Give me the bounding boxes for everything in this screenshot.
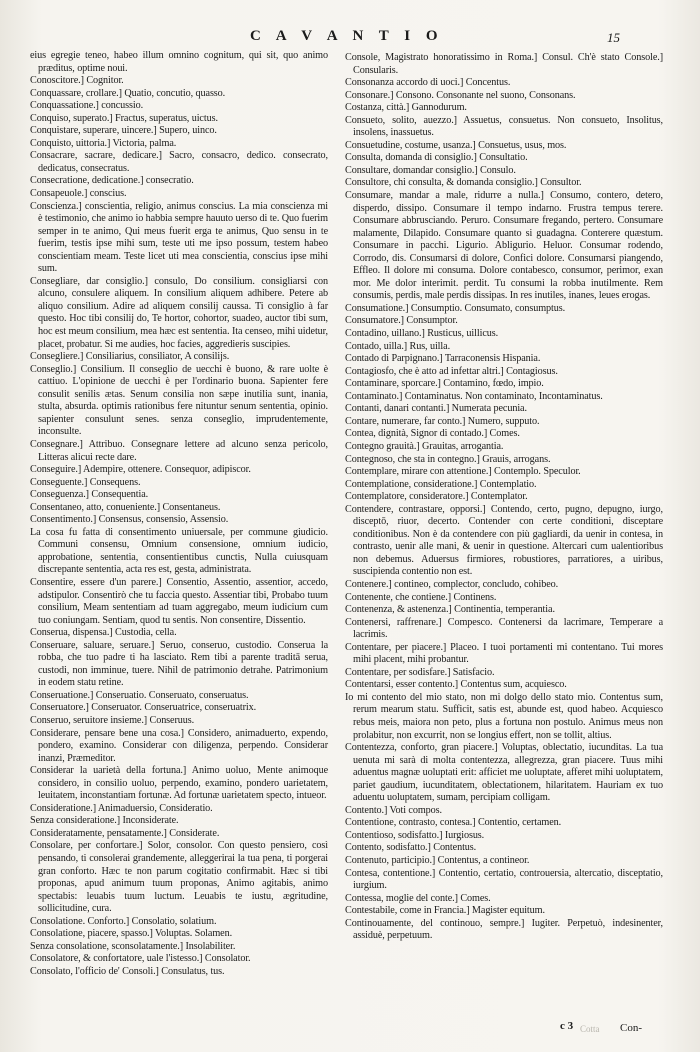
dictionary-entry: Contestabile, come in Francia.] Magister equitum. — [345, 905, 545, 917]
dictionary-entry: Consolato, l'officio de' Consoli.] Consulatus, tus. — [30, 965, 225, 977]
dictionary-entry: Conseguenza.] Consequentia. — [30, 489, 149, 501]
dictionary-entry: Conoscitore.] Cognitor. — [30, 75, 124, 87]
dictionary-entry: Contado di Parpignano.] Tarraconensis Hispania. — [345, 353, 541, 365]
dictionary-entry: Conseguire.] Adempire, ottenere. Consequor, adipiscor. — [30, 464, 251, 476]
dictionary-entry: Contentioso, sodisfatto.] Iurgiosus. — [345, 829, 485, 841]
dictionary-entry: Contegno grauità.] Grauitas, arrogantia. — [345, 440, 504, 452]
dictionary-entry: Contemplatore, consideratore.] Contemplator. — [345, 491, 528, 503]
dictionary-entry: Contare, numerare, far conto.] Numero, supputo. — [345, 415, 540, 427]
dictionary-entry: La cosa fu fatta di consentimento uniuersale, per commune giudicio. Communi consensu, Omnium consensione, omnium iudicio, approbatione, sententia, consentientibus cunctis, Nulla cuiusquam discrepante sententia, acta res est, gesta, administrata. — [30, 526, 328, 576]
dictionary-entry: Contentezza, conforto, gran piacere.] Voluptas, oblectatio, iucunditas. La tua uenuta mi sarà di molta contentezza, allegrezza, gran piacere. Tuus mihi aduentus magnæ uoluptati erit: afficiet me uoluptate, afferet mihi uoluptatem, pariet gaudium, iucunditatem, oblectationem, hilaritatem. Hauriam ex tuo aduentu uoluptatem, sumam, percipiam colligam. — [345, 742, 663, 804]
dictionary-entry: Contenersi, raffrenare.] Compesco. Contenersi da lacrimare, Temperare a lacrimis. — [345, 616, 663, 641]
dictionary-entry: Contento.] Voti compos. — [345, 804, 442, 816]
dictionary-entry: Conseruare, saluare, seruare.] Seruo, conseruo, custodio. Conserua la robba, che tuo padre ti ha lasciato. Rem tibi a parente traditā serua, custodi, non imminue, tuere. Nihil de patrimonio detrahe. Patrimonium in eodem statu retine. — [30, 639, 328, 689]
dictionary-entry: Contenere.] contineo, complector, concludo, cohibeo. — [345, 578, 559, 590]
dictionary-entry: Conquisto, uittoria.] Victoria, palma. — [30, 137, 177, 149]
dictionary-entry: Consolatione. Conforto.] Consolatio, solatium. — [30, 915, 217, 927]
dictionary-entry: Consideratione.] Animaduersio, Consideratio. — [30, 802, 213, 814]
dictionary-entry: Contaminato.] Contaminatus. Non contaminato, Incontaminatus. — [345, 390, 603, 402]
dictionary-entry: Contentione, contrasto, contesa.] Contentio, certamen. — [345, 817, 562, 829]
dictionary-entry: Consegliere.] Consiliarius, consiliator, A consilijs. — [30, 351, 230, 363]
dictionary-entry: Costanza, città.] Gannodurum. — [345, 102, 467, 114]
dictionary-entry: Consentimento.] Consensus, consensio, Assensio. — [30, 514, 229, 526]
dictionary-entry: Consacrare, sacrare, dedicare.] Sacro, consacro, dedico. consecrato, dedicatus, consecratus. — [30, 150, 328, 174]
dictionary-entry: Consolare, per confortare.] Solor, consolor. Con questo pensiero, così pensando, ti consolerai grandemente, alleggerirai la tua pena, ti porgerai gran conforto. Hæc te non parum cogitatio confirmabit. Hæc si tibi proponas, apud animum tuum proponas, Animo agitabis, animo spectabis: leuabis tuum luctum. Leuabis te iustu, ægritudine, sollicitudine, cura. — [30, 840, 328, 915]
dictionary-entry: Consultore, chi consulta, & domanda consiglio.] Consultor. — [345, 177, 582, 189]
dictionary-entry: Contegnoso, che sta in contegno.] Grauis, arrogans. — [345, 453, 551, 465]
dictionary-entry: Contadino, uillano.] Rusticus, uillicus. — [345, 328, 499, 340]
dictionary-entry: Conquiso, superato.] Fractus, superatus, uictus. — [30, 112, 218, 124]
catchword: Con- — [620, 1022, 642, 1034]
dictionary-entry: Consolatore, & confortatore, uale l'istesso.] Consolator. — [30, 953, 251, 965]
dictionary-entry: Contaminare, sporcare.] Contamino, fœdo, impio. — [345, 378, 544, 390]
dictionary-entry: Conserua, dispensa.] Custodia, cella. — [30, 627, 177, 639]
dictionary-entry: Conquassare, crollare.] Quatio, concutio, quasso. — [30, 87, 226, 99]
dictionary-entry: Consolatione, piacere, spasso.] Voluptas. Solamen. — [30, 928, 233, 940]
dictionary-entry: Contanti, danari contanti.] Numerata pecunia. — [345, 403, 527, 415]
dictionary-entry: Conseruo, seruitore insieme.] Conseruus. — [30, 714, 195, 726]
dictionary-entry: Contagiosfo, che è atto ad infettar altri.] Contagiosus. — [345, 365, 558, 377]
dictionary-entry: Consonare.] Consono. Consonante nel suono, Consonans. — [345, 89, 576, 101]
dictionary-entry: Contentarsi, esser contento.] Contentus sum, acquiesco. — [345, 679, 567, 691]
dictionary-entry: Consonanza accordo di uoci.] Concentus. — [345, 77, 511, 89]
dictionary-entry: Conseguente.] Consequens. — [30, 476, 141, 488]
dictionary-entry: Contentare, per piacere.] Placeo. I tuoi portamenti mi contentano. Tui mores mihi placent, mihi probantur. — [345, 641, 663, 666]
dictionary-entry: Contea, dignità, Signor di contado.] Comes. — [345, 428, 520, 440]
dictionary-entry: Contessa, moglie del conte.] Comes. — [345, 892, 491, 904]
dictionary-entry: Consecratione, dedicatione.] consecratio. — [30, 175, 194, 187]
dictionary-entry: Console, Magistrato honoratissimo in Roma.] Consul. Ch'è stato Console.] Consularis. — [345, 52, 663, 76]
dictionary-entry: Consumatore.] Consumptor. — [345, 315, 458, 327]
dictionary-entry: Contendere, contrastare, opporsi.] Contendo, certo, pugno, depugno, iurgo, disceptō, riuor, decerto. Contender con certe conditioni, disceptare conditionibus. Non è da contendere con più gagliardi, da uenir in contesa, in contrasto, uenir alle mani, & uenir in questione. Altercari cum ualentioribus non debemus. Aduersus firmiores, robustiores, parratiores, a uiribus, suscipienda contentio non est. — [345, 503, 663, 578]
dictionary-entry: Senza consideratione.] Inconsiderate. — [30, 815, 179, 827]
dictionary-entry: Conquistare, superare, uincere.] Supero, uinco. — [30, 125, 217, 137]
dictionary-entry: Contenente, che contiene.] Continens. — [345, 591, 497, 603]
signature-mark: c 3 — [560, 1020, 574, 1032]
dictionary-entry: Consentaneo, atto, conueniente.] Consentaneus. — [30, 501, 221, 513]
dictionary-entry: Contenuto, participio.] Contentus, a contineor. — [345, 855, 530, 866]
dictionary-entry: Contado, uilla.] Rus, uilla. — [345, 340, 451, 352]
dictionary-entry: Conseruatore.] Conseruator. Conseruatrice, conseruatrix. — [30, 702, 257, 714]
dictionary-entry: Continouamente, del continouo, sempre.] Iugiter. Perpetuò, indesinenter, assiduè, perpetuum. — [345, 917, 663, 942]
dictionary-entry: Consegnare.] Attribuo. Consegnare lettere ad alcuno senza pericolo, Litteras alicui recte dare. — [30, 438, 328, 463]
bleed-through-text: Cotta — [580, 1024, 600, 1034]
dictionary-entry: Consapeuole.] conscius. — [30, 188, 127, 200]
dictionary-entry: eius egregie teneo, habeo illum omnino cognitum, qui sit, quo animo præditus, optime noui. — [30, 50, 328, 74]
dictionary-entry: Contesa, contentione.] Contentio, certatio, controuersia, altercatio, disceptatio, iurgium. — [345, 867, 663, 892]
dictionary-entry: Consumatione.] Consumptio. Consumato, consumptus. — [345, 302, 566, 314]
dictionary-entry: Consentire, essere d'un parere.] Consentio, Assentio, assentior, accedo, adstipulor. Consentirò che tu faccia questo. Assentiar tibi, Probabo tuum consilium, Meam sententiam ad tuam aggregabo, meum iudicium cum tuo coniungam. Sentiam, quod tu sentis. Non consentire, Dissentio. — [30, 576, 328, 626]
dictionary-entry: Contemplatione, consideratione.] Contemplatio. — [345, 478, 537, 490]
dictionary-entry: Consegliare, dar consiglio.] consulo, Do consilium. consigliarsi con alcuno, consulere aliquem. In consilium aliquem adhibere. Petere ab aliquo consilium. Adire ad aliquem consilij caussa. Ti consiglio à far questo. Hoc tibi consilij do, Te hortor, cohortor, suadeo, auctor tibi sum, hoc est meum consilium, mea hæc est sententia. Ita censeo, mihi uidetur, placet, probatur. Si me audies, hoc facies, aggredieris suscipies. — [30, 275, 328, 350]
dictionary-entry: Io mi contento del mio stato, non mi dolgo dello stato mio. Contentus sum, rerum mearum statu. Sufficit, satis est, abunde est, quod habeo. Acquiesco rebus meis, maiora non peto, plus a fortuna non postulo. Animus meus non prolabitur, non excurrit, non se longius effert, non se tollit, altius. — [345, 691, 663, 741]
page-header — [0, 28, 700, 50]
dictionary-entry: Conquassatione.] concussio. — [30, 100, 144, 112]
running-head: C A V A N T I O — [250, 28, 444, 44]
dictionary-entry: Contemplare, mirare con attentione.] Contemplo. Speculor. — [345, 466, 581, 478]
dictionary-entry: Senza consolatione, sconsolatamente.] Insolabiliter. — [30, 940, 236, 952]
dictionary-entry: Consueto, solito, auezzo.] Assuetus, consuetus. Non consueto, Insolitus, insolens, inassuetus. — [345, 114, 663, 139]
dictionary-entry: Consumare, mandar a male, ridurre a nulla.] Consumo, contero, detero, disperdo, dissipo. Consumare il tempo indarno. Frustra tempus terere. Consumare abbrusciando. Peruro. Consumare fregando, pertero. Consumare malamente, Dilapido. Consumare quanto si guadagna. Conterere quæstum. Consumare in pacchi. Ligurio. Abligurio. Heluor. Consumar rodendo, Corrodo, dis. Consumarsi di dolore, Confici dolore. Consumarsi piangendo, Effleo. Il dolore mi consuma. Dolore contabesco, consumor, perimor, exan mor. Me dolor interimit. perdit. Tu consumi la robba inutilmente. Rem consumis, perdis, male perdis dissipas. In res inutiles, inanes, leues erogas. — [345, 190, 663, 302]
dictionary-entry: Contenenza, & astenenza.] Continentia, temperantia. — [345, 604, 555, 616]
dictionary-entry: Considerare, pensare bene una cosa.] Considero, animaduerto, expendo, pondero, examino. Considerar con diligenza, perpendo. Considerar inanzi, Præmeditor. — [30, 727, 328, 764]
page-number: 15 — [607, 30, 620, 45]
dictionary-entry: Contento, sodisfatto.] Contentus. — [345, 842, 477, 854]
right-column — [345, 52, 663, 943]
left-column — [30, 50, 328, 978]
dictionary-entry: Consideratamente, pensatamente.] Considerate. — [30, 827, 220, 839]
dictionary-entry: Consultare, domandar consiglio.] Consulo. — [345, 164, 516, 176]
dictionary-entry: Considerar la uarietà della fortuna.] Animo uoluo, Mente animoque considero, in consilio uoluo, perpendo, examino, pondero uarietatem, leuitatem, inconstantiam fortunæ. Ad fortunæ uarietatem specto, intueor. — [30, 765, 328, 802]
dictionary-entry: Contentare, per sodisfare.] Satisfacio. — [345, 666, 495, 678]
dictionary-entry: Conseruatione.] Conseruatio. Conseruato, conseruatus. — [30, 689, 249, 701]
dictionary-entry: Conscienza.] conscientia, religio, animus conscius. La mia conscienza mi è testimonio, che animo io habbia sempre hauuto uerso di te. Quo fuerim semper in te animo, Qui meus fuerit erga te animus, Quo sensu in te fuerim, testis ipse mihi sum, teste uti me ipso possum, testem habeo conscientiam meam. Teste licet uti mea conscientia, conscius ipse mihi sum. — [30, 200, 328, 275]
dictionary-entry: Consuetudine, costume, usanza.] Consuetus, usus, mos. — [345, 139, 567, 151]
dictionary-entry: Consulta, domanda di consiglio.] Consultatio. — [345, 152, 528, 164]
dictionary-entry: Conseglio.] Consilium. Il conseglio de uecchi è buono, & rare uolte è cattiuo. L'opinione de uecchi è per l'ordinario buona. Sapienter fere consulit senilis ætas. Senum consilia non sæpe inutilia sunt, inania, stulta, absurda. optimis rationibus fere nituntur senum sententia, opinio. sapienter consulunt senes. senza conseglio, imprudentemente, inconsulte. — [30, 363, 328, 438]
